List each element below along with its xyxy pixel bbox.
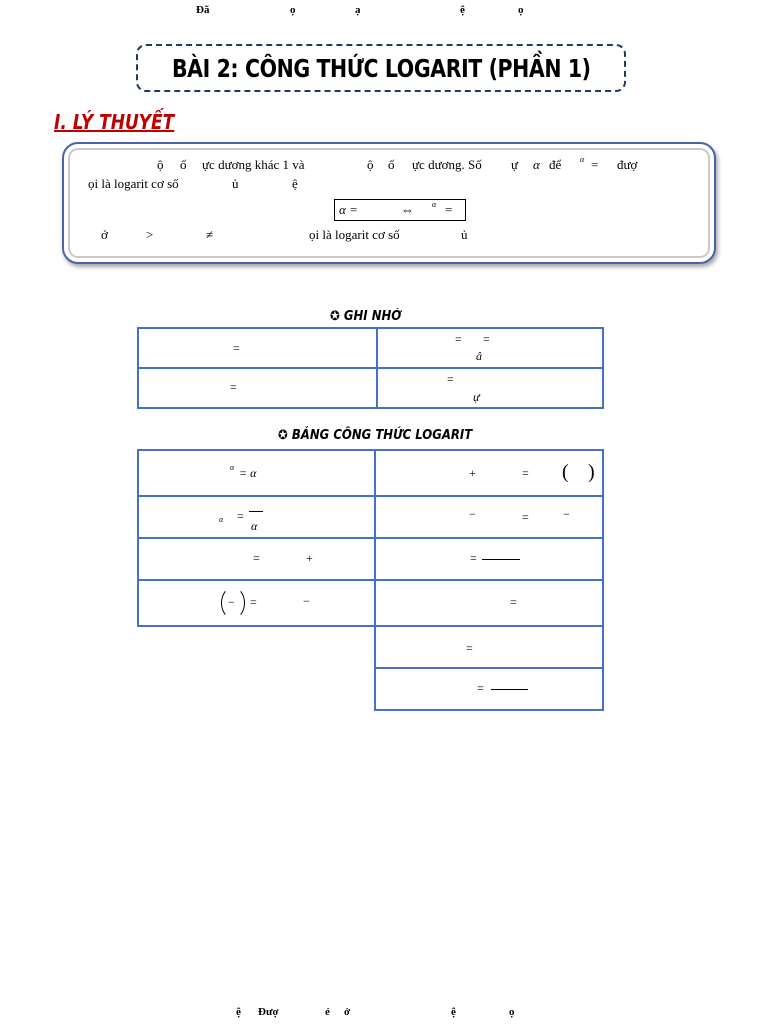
formula-table-right (374, 449, 604, 711)
theory-fragment: ự (511, 157, 519, 172)
theory-fragment: đượ (617, 157, 638, 172)
equals-sign: = (253, 551, 260, 565)
table-cell (138, 450, 375, 496)
cell-fragment: ự (473, 390, 480, 404)
table-row (138, 496, 375, 538)
footer-fragment: ệ (451, 1006, 456, 1018)
table-cell (138, 328, 377, 368)
table-row (138, 368, 603, 408)
theory-fragment: ọi là logarit cơ số (309, 227, 400, 242)
alpha-superscript: α (432, 200, 437, 209)
page-footer (0, 1006, 768, 1024)
plus-sign: + (469, 466, 476, 480)
theory-fragment: ủ (232, 176, 239, 191)
lesson-title-box (136, 44, 626, 92)
theory-fragment: ực dương khác 1 và (202, 157, 305, 172)
equivalence-symbol: ⇔ (401, 202, 414, 217)
minus-sign: − (303, 594, 310, 608)
table-row (375, 450, 603, 496)
theory-fragment: ọi là logarit cơ số (88, 176, 179, 191)
formula-table-heading: ✪ BẢNG CÔNG THỨC LOGARIT (278, 428, 473, 443)
equals-sign: = (483, 332, 490, 346)
table-row (375, 626, 603, 668)
alpha-subscript: α (219, 515, 224, 524)
theory-fragment: ố (180, 157, 187, 172)
memo-table (137, 327, 604, 409)
theory-fragment: = (591, 157, 599, 172)
table-cell (138, 496, 375, 538)
minus-sign: − (228, 595, 235, 609)
header-fragment: ệ (460, 4, 465, 16)
theory-fragment: ệ (292, 176, 298, 191)
equals-sign: = (447, 372, 454, 386)
theory-fragment: ực dương. Số (412, 157, 482, 172)
equals-sign: = (477, 681, 484, 695)
fraction-bar (491, 689, 528, 690)
paren-close: ) (588, 461, 595, 483)
equals-sign: = (466, 641, 473, 655)
minus-sign: − (469, 507, 476, 521)
table-cell (375, 496, 603, 538)
table-row (375, 496, 603, 538)
formula-fragment: = (445, 202, 453, 217)
header-fragment: ạ (355, 4, 361, 16)
table-cell (377, 368, 603, 408)
equals-sign: = (455, 332, 462, 346)
table-cell (375, 450, 603, 496)
footer-fragment: ẻ (325, 1006, 330, 1018)
theory-fragment: ố (388, 157, 395, 172)
section-heading: I. LÝ THUYẾT (54, 110, 175, 134)
minus-sign: − (563, 507, 570, 521)
equals-sign: = (470, 551, 477, 565)
theory-line-3 (0, 227, 768, 243)
table-row (375, 580, 603, 626)
table-cell (138, 368, 377, 408)
theory-fragment: ớ (101, 227, 108, 242)
memo-heading: ✪ GHI NHỚ (330, 309, 402, 324)
plus-sign: + (306, 551, 313, 565)
equals-sign: = (237, 509, 244, 523)
fraction-bar (249, 511, 263, 512)
header-fragment: ọ (290, 4, 296, 16)
definition-formula (334, 199, 466, 221)
table-cell (375, 538, 603, 580)
formula-fragment: α = (339, 202, 358, 217)
cell-fragment: â (476, 349, 482, 363)
table-cell (375, 626, 603, 668)
theory-fragment: ộ (157, 157, 164, 172)
page-header (0, 4, 768, 22)
table-cell (138, 580, 375, 626)
theory-fragment: ộ (367, 157, 374, 172)
theory-fragment: > (146, 227, 154, 242)
alpha-symbol: α (251, 519, 258, 533)
equals-sign: = (522, 510, 529, 524)
equals-sign: = (233, 341, 240, 355)
fraction-bar (482, 559, 520, 560)
table-cell (138, 538, 375, 580)
header-fragment: ọ (518, 4, 524, 16)
table-row (375, 668, 603, 710)
alpha-superscript: α (580, 155, 585, 164)
table-row (375, 538, 603, 580)
alpha-symbol: α (533, 157, 540, 172)
header-fragment: Đã (196, 4, 210, 16)
footer-fragment: ọ (509, 1006, 515, 1018)
footer-fragment: ở (344, 1006, 351, 1018)
theory-line-1 (0, 157, 768, 173)
table-row (138, 580, 375, 626)
footer-fragment: Đượ (258, 1006, 279, 1018)
formula-table-left (137, 449, 376, 627)
table-cell (375, 668, 603, 710)
equals-sign: = (522, 466, 529, 480)
table-cell (377, 328, 603, 368)
lesson-title: BÀI 2: CÔNG THỨC LOGARIT (PHẦN 1) (171, 53, 591, 83)
theory-fragment: để (549, 157, 562, 172)
theory-line-2 (0, 176, 768, 192)
equals-sign: = (230, 380, 237, 394)
cell-fragment: = α (239, 466, 257, 480)
alpha-superscript: α (230, 463, 235, 472)
table-row (138, 328, 603, 368)
table-row (138, 450, 375, 496)
footer-fragment: ệ (236, 1006, 241, 1018)
theory-fragment: ≠ (206, 227, 214, 242)
equals-sign: = (250, 595, 257, 609)
equals-sign: = (510, 595, 517, 609)
table-row (138, 538, 375, 580)
paren-open: ( (562, 461, 569, 483)
table-cell (375, 580, 603, 626)
theory-fragment: ủ (461, 227, 468, 242)
